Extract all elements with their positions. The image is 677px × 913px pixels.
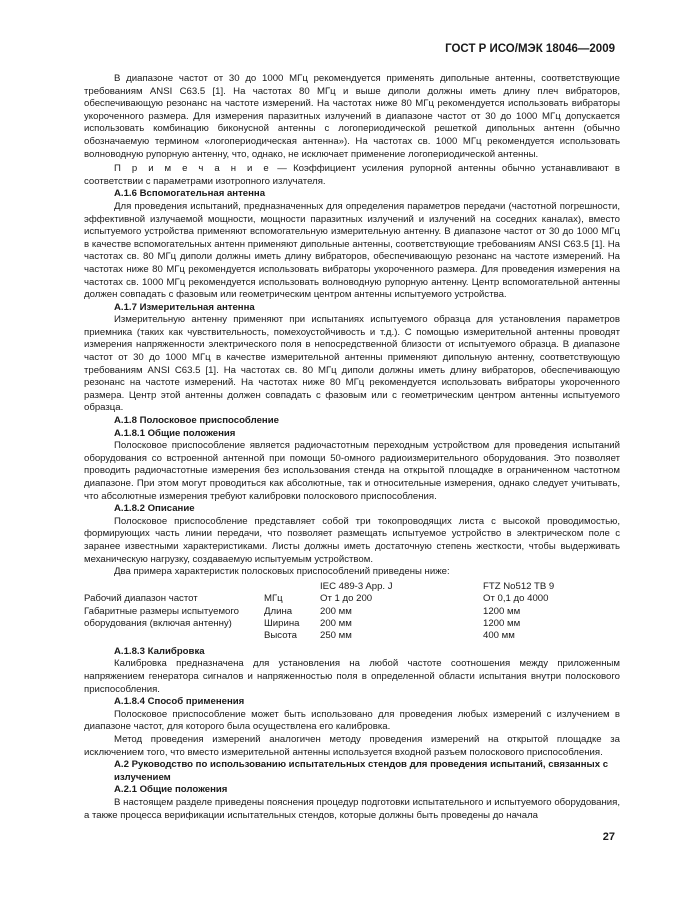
table-cell: 400 мм [483,630,515,642]
section-heading-a21: А.2.1 Общие положения [114,784,228,796]
table-row [84,630,620,642]
table-cell: Длина [264,605,293,617]
paragraph: В настоящем разделе приведены пояснения процедур подготовки испытательного и испытуемого оборудования, а также процесса верификации испытательных стендов, которые должны быть проведены до начала [84,796,620,821]
paragraph: Полосковое приспособление представляет собой три токопроводящих листа с высокой проводимостью, формирующих часть линии передачи, что позволяет размещать испытуемое устройство в электрическом поле с заранее известными характеристиками. Листы должны иметь достаточную степень жесткости, чтобы выдерживать механическую нагрузку, создаваемую испытуемым устройством. [84,515,620,565]
table-cell: оборудования (включая антенну) [84,617,232,629]
table-cell: Высота [264,630,297,642]
table-row [84,606,620,618]
paragraph: Калибровка предназначена для установления на любой частоте соотношения между приложенным напряжением генератора сигналов и напряженностью поля в определенной области испытания внутри полоскового приспособления. [84,658,620,695]
page-body [84,73,620,822]
section-heading-a16: А.1.6 Вспомогательная антенна [114,188,266,200]
table-cell: Ширина [264,617,300,629]
table-column-header: IEC 489-3 App. J [320,580,393,592]
paragraph: Измерительную антенну применяют при испытаниях испытуемого образца для установления параметров приемника (таких как чувствительность, помехоустойчивость и т.д.). С помощью измерительной антенны проводят измерения напряженности электрического поля в непосредственной близости от испытуемого образца. В диапазоне частот от 30 до 1000 МГц в качестве измерительной антенны применяют дипольную антенну, соответствующую требованиям ANSI C63.5 [1]. На частотах св. 80 МГц диполи должны иметь длину вибраторов, обеспечивающую резонанс на частоте измерений. На частотах ниже 80 МГц рекомендуется использовать вибраторы укороченного размера. Центр этой антенны должен совпадать с фазовым или с геометрическим центром антенны испытуемого образца. [84,314,620,414]
section-heading-a17: А.1.7 Измерительная антенна [114,301,255,313]
note-label: П р и м е ч а н и е [114,163,272,175]
section-heading-a182: А.1.8.2 Описание [114,503,195,515]
table-cell: 200 мм [320,605,352,617]
paragraph: Метод проведения измерений аналогичен методу проведения измерений на открытой площадке за исключением того, что вместо измерительной антенны используется входной разъем полоскового приспособления. [84,733,620,758]
table-cell: От 1 до 200 [320,593,373,605]
table-cell: От 0,1 до 4000 [483,593,549,605]
table-cell: Габаритные размеры испытуемого [84,605,240,617]
note-text: — Коэффициент усиления рупорной антенны обычно устанавливают в соответствии с параметрами изотропного излучателя. [84,163,621,187]
table-cell: МГц [264,593,283,605]
paragraph: Полосковое приспособление может быть использовано для проведения любых измерений с излучением в диапазоне частот, для которого была осуществлена его калибровка. [84,708,620,733]
section-heading-a184: А.1.8.4 Способ применения [114,696,245,708]
table-cell: 200 мм [320,617,352,629]
table-row [84,618,620,630]
page-number: 27 [602,831,615,843]
table-row [84,593,620,605]
section-heading-a2: А.2 Руководство по использованию испытательных стендов для проведения испытаний, связанных с излучением [114,759,609,783]
table-column-header: FTZ No512 TB 9 [483,580,555,592]
table-cell: 1200 мм [483,617,521,629]
table-cell: 250 мм [320,630,352,642]
section-heading-a183: А.1.8.3 Калибровка [114,645,205,657]
table-header-row [84,581,620,593]
paragraph: В диапазоне частот от 30 до 1000 МГц рекомендуется применять дипольные антенны, соответствующие требованиям ANSI C63.5 [1]. На частотах 80 МГц и выше диполи должны иметь длину плеч вибраторов, обеспечивающую резонанс на частоте измерений. На частотах ниже 80 МГц рекомендуется использовать вибраторы укороченного размера. Для измерения паразитных излучений в диапазоне частот от 30 до 1000 МГц допускается использовать комбинацию биконусной антенны с логопериодической решеткой дипольных антенн (обычно обозначаемую термином «логопериодическая антенна»). На частотах св. 1000 МГц рекомендуется использовать волноводную рупорную антенну, что, однако, не исключает применение логопериодической антенны. [84,73,620,160]
paragraph: Два примера характеристик полосковых приспособлений приведены ниже: [114,566,450,578]
stripline-spec-table [84,581,620,643]
section-heading-a18: А.1.8 Полосковое приспособление [114,415,279,427]
table-cell: 1200 мм [483,605,521,617]
section-heading-a181: А.1.8.1 Общие положения [114,427,236,439]
table-cell: Рабочий диапазон частот [84,593,198,605]
note [84,163,620,188]
document-header: ГОСТ Р ИСО/МЭК 18046—2009 [445,43,615,55]
paragraph: Для проведения испытаний, предназначенных для определения параметров передачи (частотной погрешности, эффективной излучаемой мощности, мощности паразитных излучений и излучений на соседних каналах), вместо испытуемого устройства применяют вспомогательную измерительную антенну. В диапазоне частот от 30 до 1000 МГц в качестве вспомогательных антенн применяют дипольные антенны, соответствующие требованиям ANSI C63.5 [1]. На частотах св. 80 МГц диполи должны иметь длину вибраторов, обеспечивающую резонанс на частоте измерений. На частотах ниже 80 МГц рекомендуется использовать вибраторы укороченного размера. Для проведения измерения на частотах св. 1000 МГц рекомендуется использовать волноводную рупорную антенну. Центр вспомогательной антенны должен совпадать с фазовым или геометрическим центром антенны испытуемого устройства. [84,200,620,301]
paragraph: Полосковое приспособление является радиочастотным переходным устройством для проведения испытаний оборудования со встроенной антенной при помощи 50-омного радиоизмерительного оборудования. Это позволяет проводить радиочастотные измерения без использования стенда на открытой площадке в ограниченном частотном диапазоне. При этом могут проводиться как абсолютные, так и относительные измерения, однако следует учитывать, что абсолютные измерения требуют калибровки полоскового приспособления. [84,440,620,502]
